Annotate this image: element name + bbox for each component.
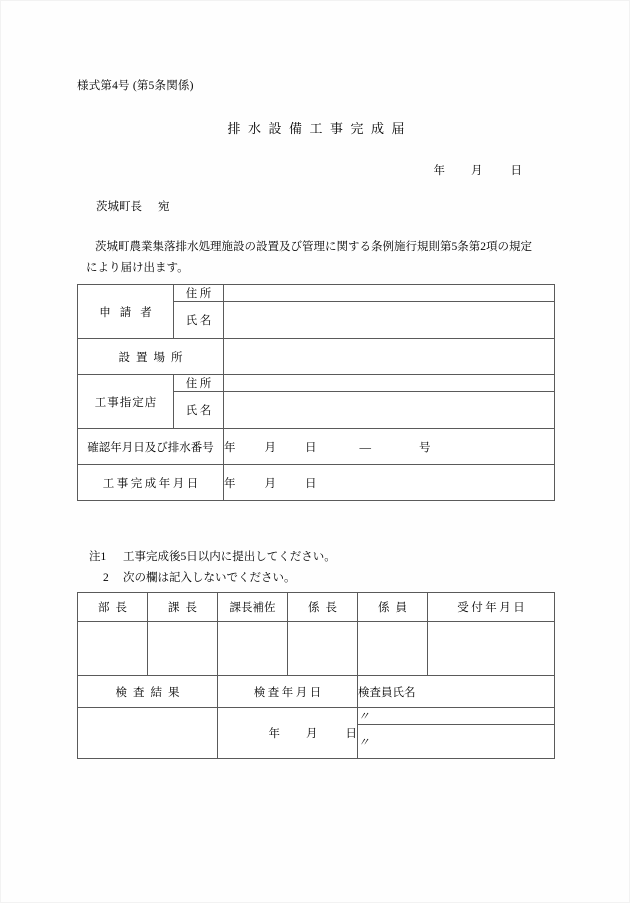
addressee-suffix: 宛 <box>158 201 170 213</box>
field-completion-date[interactable] <box>224 465 555 501</box>
body-line-2: により届け出ます。 <box>86 262 189 274</box>
field-applicant-name[interactable] <box>224 302 555 339</box>
table-row <box>78 593 555 622</box>
label-completion-date: 工事完成年月日 <box>78 465 224 501</box>
table-row <box>78 465 555 501</box>
table-row <box>78 375 555 392</box>
submission-date-line <box>1 162 554 178</box>
label-installation-site: 設置場所 <box>78 339 224 375</box>
label-contractor-address: 住所 <box>174 375 224 392</box>
note-1-text: 工事完成後5日以内に提出してください。 <box>123 551 336 563</box>
field-inspection-result[interactable] <box>78 708 218 759</box>
inspection-day-label: 日 <box>345 728 357 740</box>
field-contractor-address[interactable] <box>224 375 555 392</box>
confirm-day-label: 日 <box>305 441 317 454</box>
completion-year-label: 年 <box>224 477 236 490</box>
body-paragraph <box>77 237 555 279</box>
completion-day-label: 日 <box>305 477 317 490</box>
field-contractor-name[interactable] <box>224 392 555 429</box>
field-kakaricho-seal[interactable] <box>288 622 358 676</box>
inspection-year-label: 年 <box>268 728 280 740</box>
field-inspector-name-1[interactable]: 〃 <box>358 708 555 725</box>
confirm-dash: — <box>359 441 371 454</box>
field-kakariin-seal[interactable] <box>358 622 428 676</box>
label-contractor-name: 氏名 <box>174 392 224 429</box>
confirm-year-label: 年 <box>224 441 236 454</box>
header-receipt-date: 受付年月日 <box>428 593 555 622</box>
header-inspection-result: 検査結果 <box>78 676 218 708</box>
inspection-month-label: 月 <box>306 728 318 740</box>
confirm-month-label: 月 <box>264 441 276 454</box>
note-2-text: 次の欄は記入しないでください。 <box>123 572 296 584</box>
field-bucho-seal[interactable] <box>78 622 148 676</box>
date-month-label: 月 <box>471 165 483 177</box>
form-number: 様式第4号 (第5条関係) <box>77 80 194 92</box>
field-kacho-hosa-seal[interactable] <box>218 622 288 676</box>
label-designated-contractor: 工事指定店 <box>78 375 174 429</box>
note-item <box>89 547 336 568</box>
header-kacho-hosa: 課長補佐 <box>218 593 288 622</box>
notes-block <box>89 547 336 589</box>
field-confirm-date-and-number[interactable] <box>224 429 555 465</box>
confirm-number-label: 号 <box>419 441 431 454</box>
note-1-lead: 注1 <box>89 551 107 563</box>
application-table <box>77 284 555 501</box>
table-row <box>78 285 555 302</box>
header-kacho: 課長 <box>148 593 218 622</box>
header-kakaricho: 係長 <box>288 593 358 622</box>
header-inspection-date: 検査年月日 <box>218 676 358 708</box>
field-receipt-date[interactable] <box>428 622 555 676</box>
note-item <box>89 568 336 589</box>
table-row <box>78 339 555 375</box>
table-row <box>78 622 555 676</box>
page-title: 排水設備工事完成届 <box>227 121 412 136</box>
field-applicant-address[interactable] <box>224 285 555 302</box>
field-kacho-seal[interactable] <box>148 622 218 676</box>
field-inspector-name-2[interactable]: 〃 <box>358 725 555 759</box>
table-row <box>78 708 555 725</box>
note-2-lead: 2 <box>103 572 109 584</box>
header-bucho: 部長 <box>78 593 148 622</box>
field-installation-site[interactable] <box>224 339 555 375</box>
field-inspection-date[interactable] <box>218 708 358 759</box>
addressee <box>96 198 170 214</box>
label-applicant-address: 住所 <box>174 285 224 302</box>
table-row <box>78 676 555 708</box>
header-kakariin: 係員 <box>358 593 428 622</box>
date-day-label: 日 <box>510 165 522 177</box>
completion-month-label: 月 <box>264 477 276 490</box>
table-row <box>78 429 555 465</box>
date-year-label: 年 <box>433 165 445 177</box>
label-applicant: 申請者 <box>78 285 174 339</box>
body-line-1: 茨城町農業集落排水処理施設の設置及び管理に関する条例施行規則第5条第2項の規定 <box>95 241 532 253</box>
header-inspector-name: 検査員氏名 <box>358 676 555 708</box>
addressee-name: 茨城町長 <box>96 201 142 213</box>
label-applicant-name: 氏名 <box>174 302 224 339</box>
office-use-table <box>77 592 555 759</box>
label-confirm-date-and-number: 確認年月日及び排水番号 <box>78 429 224 465</box>
